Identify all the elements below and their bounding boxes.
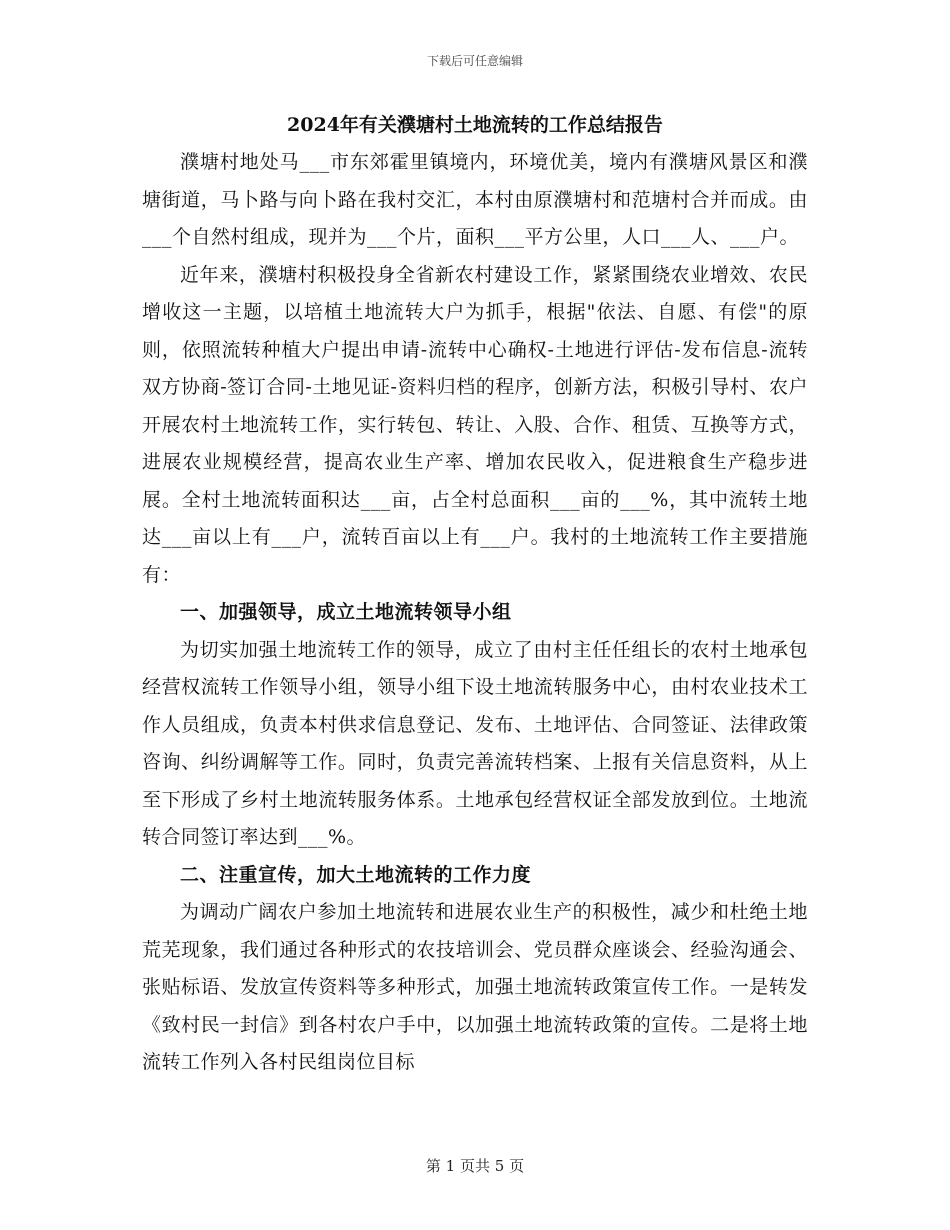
paragraph-section-1: 为切实加强土地流转工作的领导，成立了由村主任任组长的农村土地承包经营权流转工作领导小组，领导小组下设土地流转服务中心，由村农业技术工作人员组成，负责本村供求信息登记、发布、土地评估、合同签证、法律政策咨询、纠纷调解等工作。同时，负责完善流转档案、上报有关信息资料，从上至下形成了乡村土地流转服务体系。土地承包经营权证全部发放到位。土地流转合同签订率达到___%。 [142,638,808,848]
paragraph-section-2: 为调动广阔农户参加土地流转和进展农业生产的积极性，减少和杜绝土地荒芜现象，我们通过各种形式的农技培训会、党员群众座谈会、经验沟通会、张贴标语、发放宣传资料等多种形式，加强土地流转政策宣传工作。一是转发《致村民一封信》到各村农户手中，以加强土地流转政策的宣传。二是将土地流转工作列入各村民组岗位目标 [142,901,808,1073]
document-title: 2024年有关濮塘村土地流转的工作总结报告 [287,114,663,136]
paragraph-intro: 濮塘村地处马___市东郊霍里镇境内，环境优美，境内有濮塘风景区和濮塘街道，马卜路与向卜路在我村交汇，本村由原濮塘村和范塘村合并而成。由___个自然村组成，现并为___个片，面积___平方公里，人口___人、___户。 [142,151,808,248]
section-heading-1: 一、加强领导，成立土地流转领导小组 [180,601,512,623]
document-body [142,110,808,1082]
page-footer: 第 1 页共 5 页 [425,1157,525,1175]
paragraph-overview: 近年来，濮塘村积极投身全省新农村建设工作，紧紧围绕农业增效、农民增收这一主题，以培植土地流转大户为抓手，根据"依法、自愿、有偿"的原则，依照流转种植大户提出申请-流转中心确权-土地进行评估-发布信息-流转双方协商-签订合同-土地见证-资料归档的程序，创新方法，积极引导村、农户开展农村土地流转工作，实行转包、转让、入股、合作、租赁、互换等方式，进展农业规模经营，提高农业生产率、增加农民收入，促进粮食生产稳步进展。全村土地流转面积达___亩，占全村总面积___亩的___%，其中流转土地达___亩以上有___户，流转百亩以上有___户。我村的土地流转工作主要措施有： [142,263,808,586]
page-header: 下载后可任意编辑 [426,54,523,68]
section-heading-2: 二、注重宣传，加大土地流转的工作力度 [180,863,532,886]
